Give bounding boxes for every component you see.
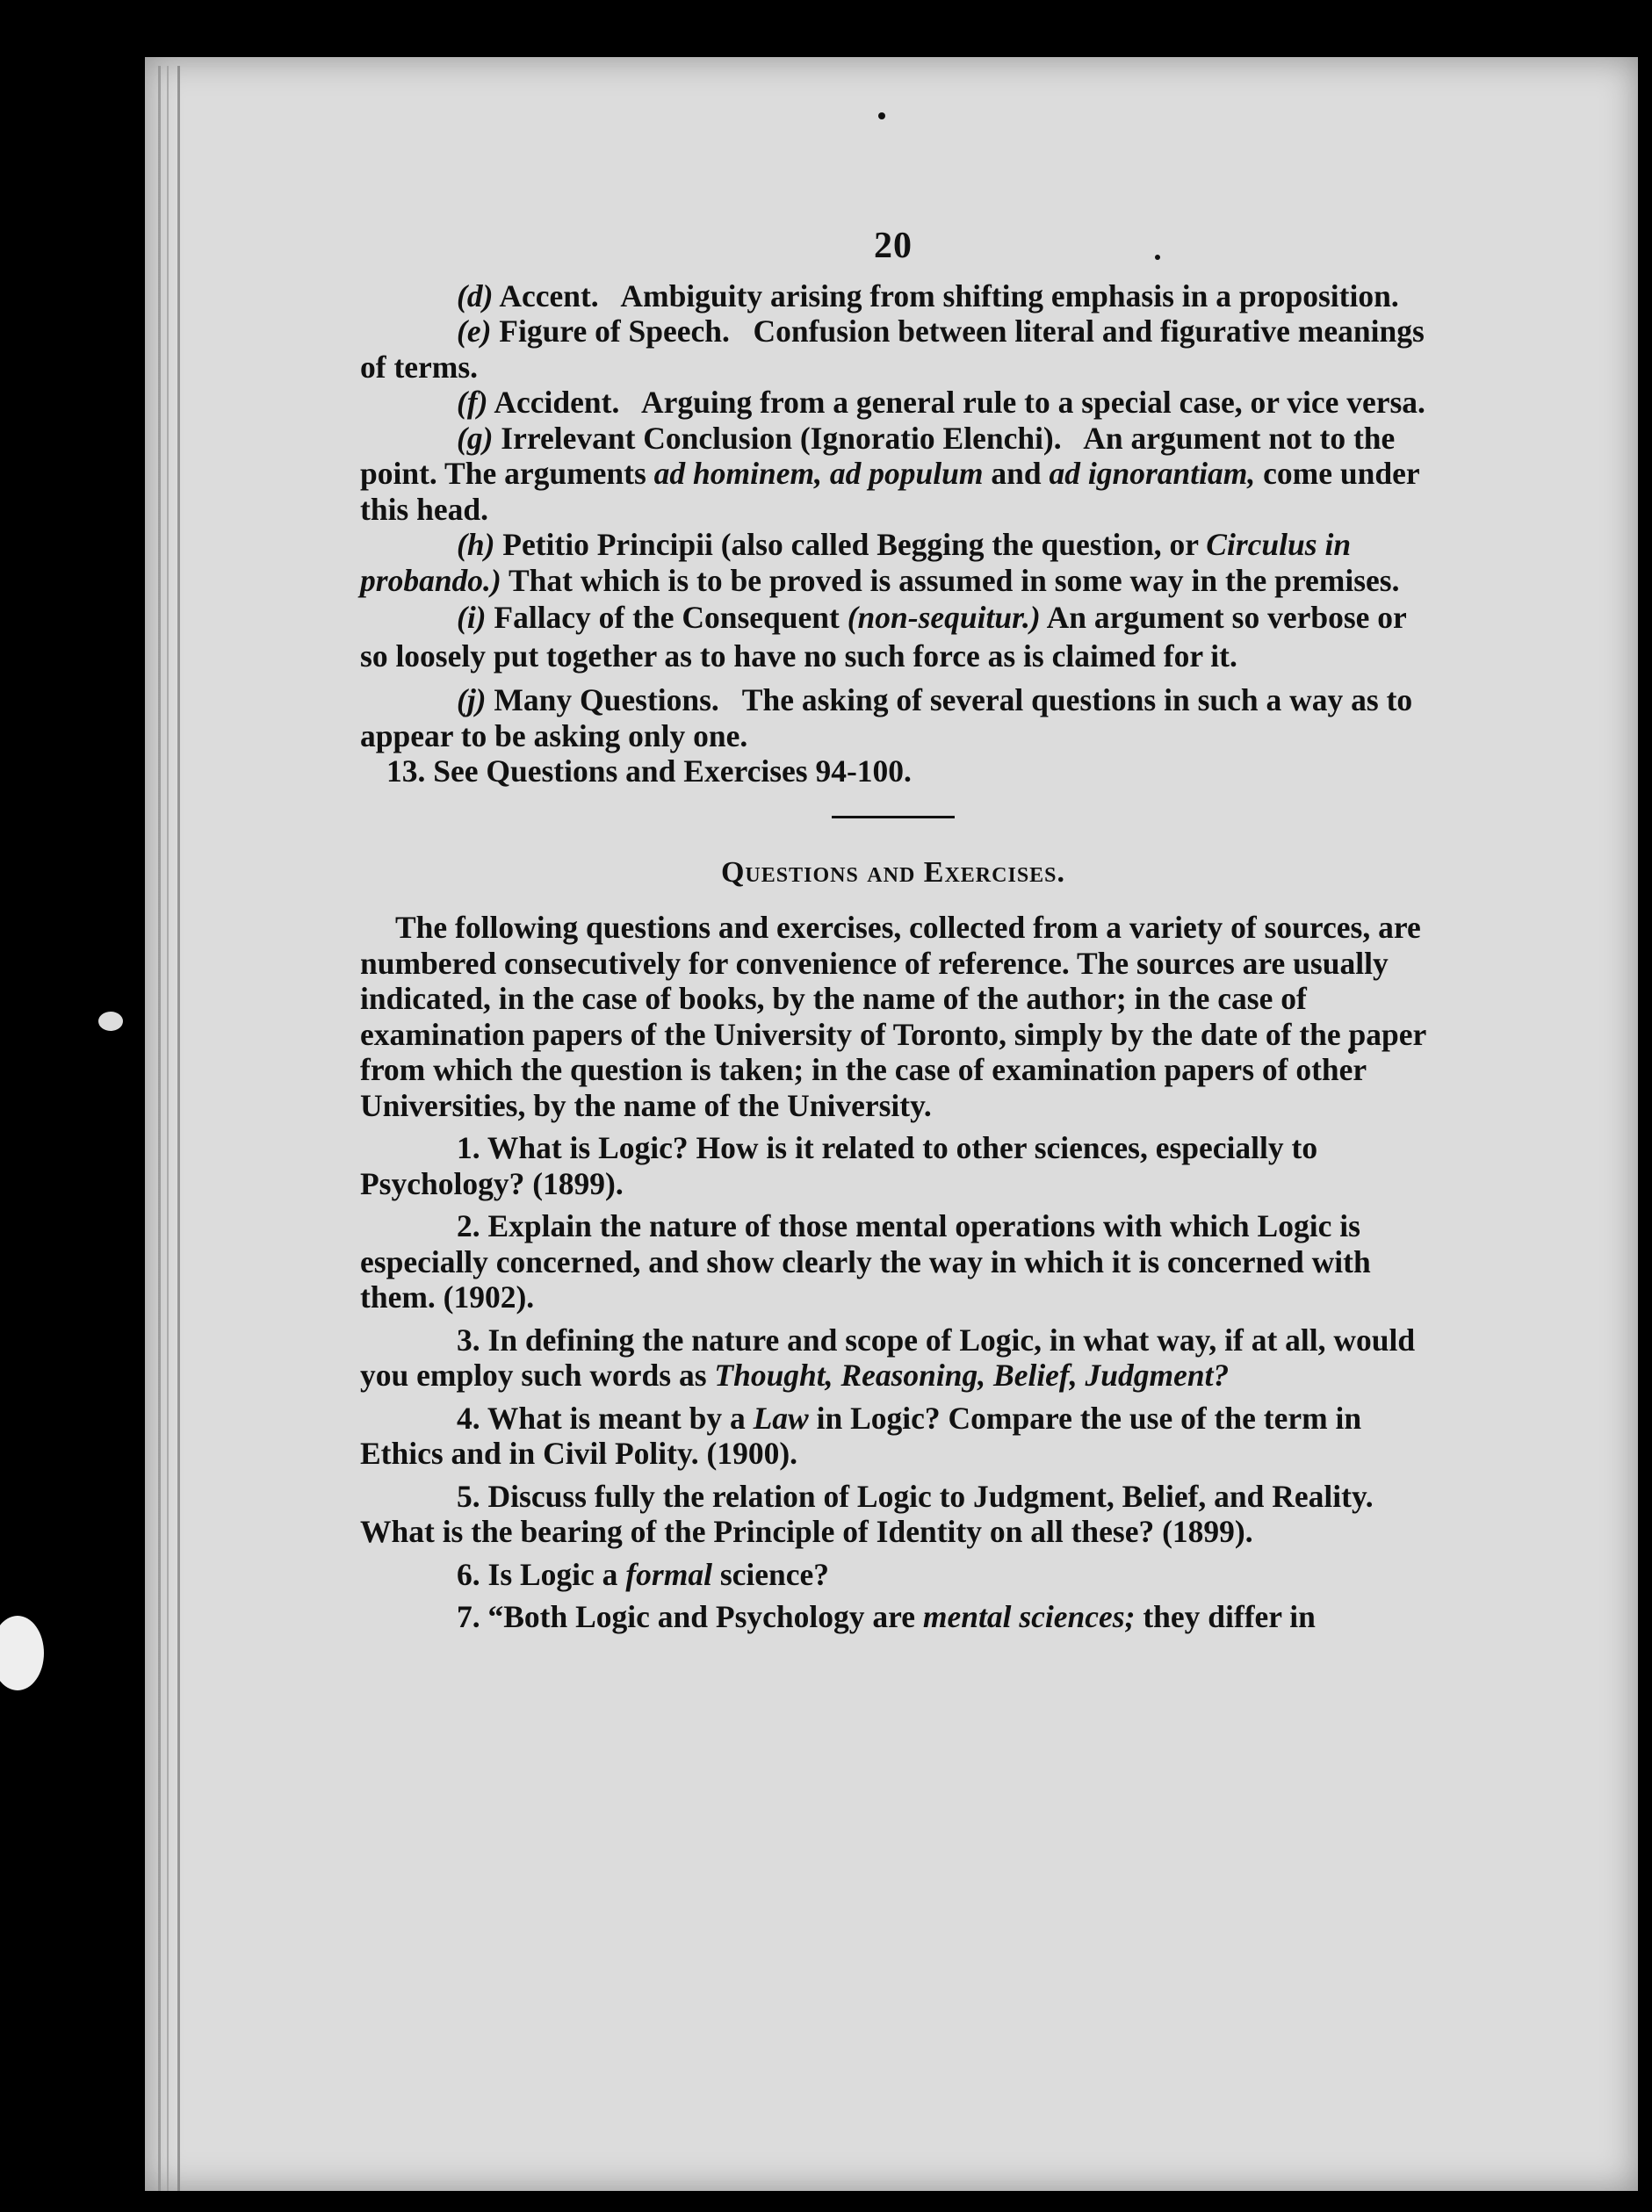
item-text: Ambiguity arising from shifting emphasis in a proposition. <box>620 277 1399 313</box>
item-text: and <box>991 456 1042 491</box>
fallacy-i <box>360 598 1426 675</box>
question-text: 6. Is Logic a <box>457 1556 618 1592</box>
item-label: (h) <box>457 527 495 562</box>
question-text: science? <box>719 1556 830 1592</box>
question-5: 5. Discuss fully the relation of Logic to Judgment, Belief, and Reality. What is the bearing of the Principle of Identity on all these? (1899). <box>360 1478 1374 1549</box>
latin-term: ad hominem, <box>653 456 823 491</box>
item-text: That which is to be proved is assumed in some way in the premises. <box>509 562 1400 598</box>
question-1: 1. What is Logic? How is it related to other sciences, especially to Psychology? (1899). <box>360 1130 1318 1201</box>
item-13: 13. See Questions and Exercises 94-100. <box>386 753 912 789</box>
item-text: An argument not to the point. The arguments <box>360 420 1396 491</box>
item-title: Irrelevant Conclusion (Ignoratio Elenchi). <box>501 420 1062 456</box>
question-italic: formal <box>625 1556 712 1592</box>
section-heading: Questions and Exercises. <box>720 855 1066 889</box>
fallacy-j <box>360 682 1426 753</box>
question-4 <box>360 1401 1426 1472</box>
item-label: (f) <box>457 385 488 420</box>
question-text: 4. What is meant by a <box>457 1400 746 1436</box>
page-content <box>360 228 1426 1635</box>
latin-term: ad ignorantiam, <box>1049 456 1256 491</box>
item-label: (j) <box>457 682 487 717</box>
fallacy-e <box>360 313 1426 385</box>
question-italic: Law <box>753 1400 809 1436</box>
item-text: come under this head. <box>360 456 1419 527</box>
question-text: 7. “Both Logic and Psychology are <box>457 1599 916 1634</box>
item-title: Figure of Speech. <box>499 313 730 349</box>
item-text: The asking of several questions in such a way as to appear to be asking only one. <box>360 682 1413 753</box>
question-3 <box>360 1322 1426 1394</box>
question-7 <box>360 1599 1426 1635</box>
question-text: they differ in <box>1143 1599 1316 1634</box>
item-title: Fallacy of the Consequent <box>494 600 840 635</box>
speck-mark <box>878 112 885 119</box>
page-edge-lines <box>158 66 211 2191</box>
question-2: 2. Explain the nature of those mental operations with which Logic is especially concerned, and show clearly the way in which it is concerned with them. (1902). <box>360 1208 1371 1315</box>
question-6 <box>360 1557 1426 1593</box>
margin-blot <box>0 1616 44 1690</box>
item-text: Arguing from a general rule to a special case, or vice versa. <box>641 385 1425 420</box>
latin-term: Circulus in probando.) <box>360 527 1352 598</box>
item-title: Accident. <box>494 385 620 420</box>
intro-paragraph: The following questions and exercises, collected from a variety of sources, are numbered consecutively for convenience of reference. The sources are usually indicated, in the case of books, by the name of the author; in the case of examination papers of the University of Toronto, simply by the date of the paper from which the question is taken; in the case of examination papers of other Universities, by the name of the University. <box>360 910 1426 1123</box>
page-number: 20 <box>874 226 913 266</box>
item-title: Many Questions. <box>494 682 719 717</box>
item-text: Confusion between literal and figurative meanings of terms. <box>360 313 1425 385</box>
item-label: (g) <box>457 420 494 456</box>
question-text: 3. In defining the nature and scope of Logic, in what way, if at all, would you employ such words as <box>360 1322 1416 1393</box>
fallacy-d <box>360 278 1426 314</box>
item-title: Petitio Principii (also called Begging the question, or <box>502 527 1199 562</box>
latin-term: ad populum <box>829 456 984 491</box>
fallacy-h <box>360 527 1426 598</box>
fallacy-f <box>360 385 1426 421</box>
question-italic: mental sciences; <box>922 1599 1136 1634</box>
item-title: Accent. <box>499 277 599 313</box>
item-label: (e) <box>457 313 492 349</box>
section-divider <box>832 816 955 818</box>
fallacy-g <box>360 421 1426 528</box>
item-text: An argument so verbose or so loosely put together as to have no such force as is claimed for it. <box>360 600 1407 674</box>
question-italic: Thought, Reasoning, Belief, Judgment? <box>714 1358 1230 1393</box>
item-label: (d) <box>457 277 494 313</box>
margin-blot <box>98 1012 123 1031</box>
item-label: (i) <box>457 600 487 635</box>
question-text: in Logic? Compare the use of the term in Ethics and in Civil Polity. (1900). <box>360 1400 1362 1471</box>
latin-term: (non-sequitur.) <box>847 600 1041 635</box>
